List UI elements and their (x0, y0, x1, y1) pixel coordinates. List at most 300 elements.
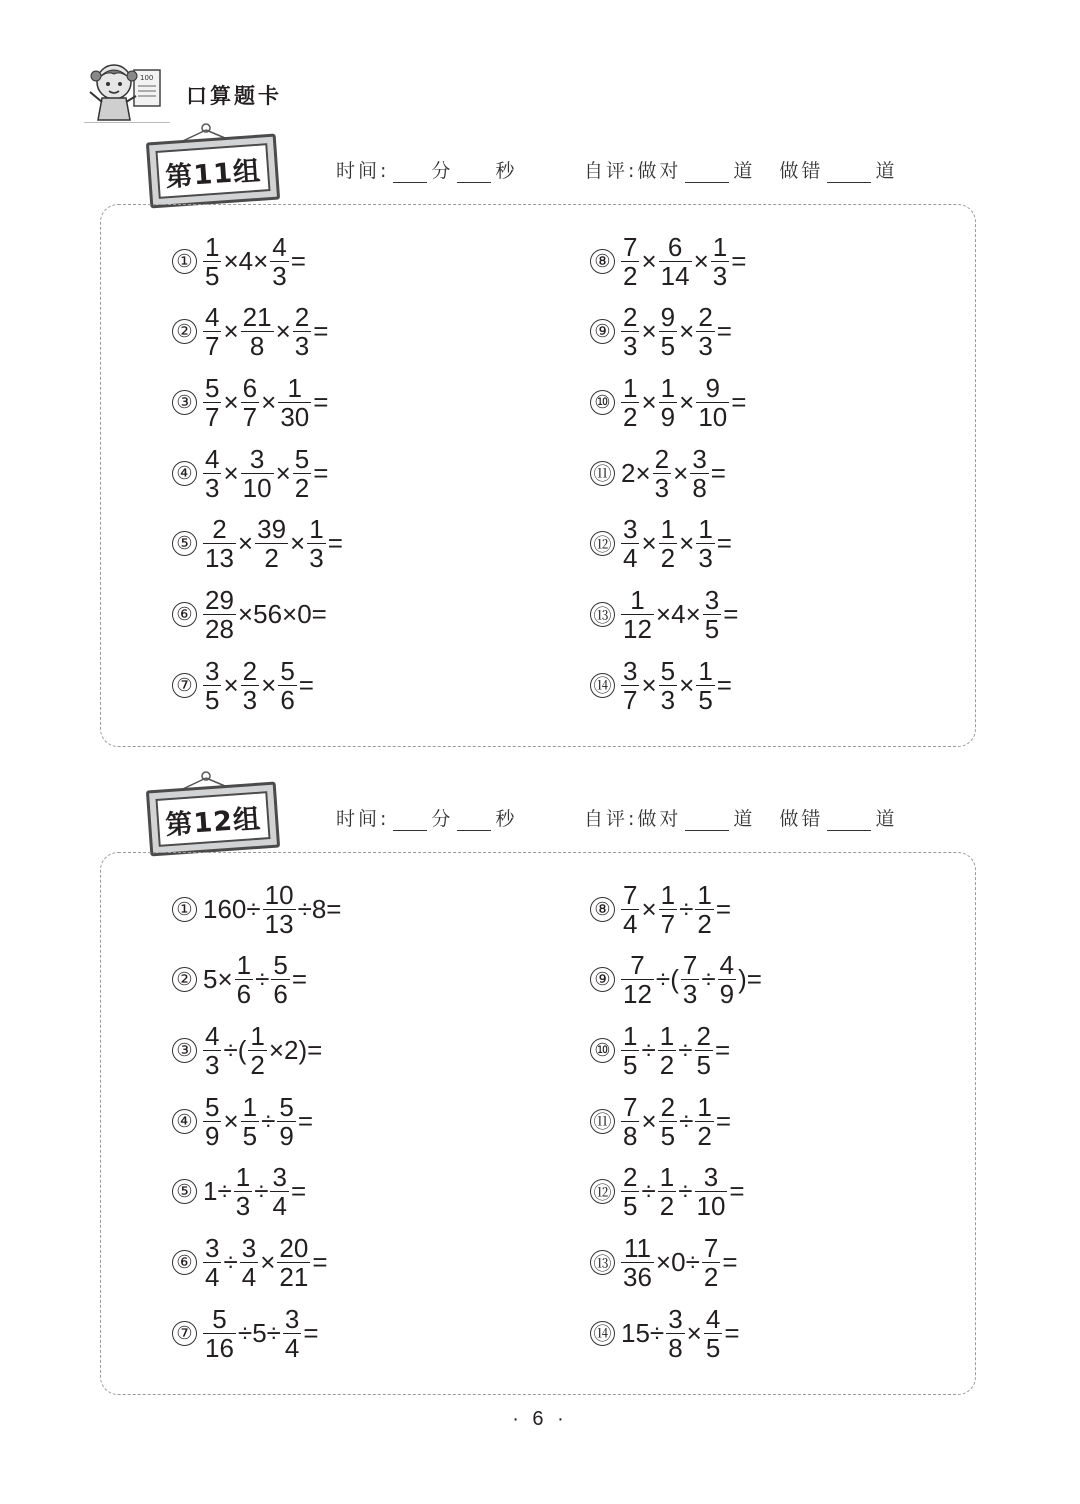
problem-number: ⑩ (590, 1038, 615, 1063)
operator-text: ÷ (641, 1034, 656, 1065)
problem-number: ⑬ (590, 602, 615, 627)
seconds-blank[interactable] (457, 164, 491, 183)
denominator: 3 (309, 543, 324, 574)
minute-label: 分 (431, 160, 454, 182)
operator-text: = (298, 669, 314, 700)
second-label: 秒 (495, 160, 518, 182)
operator-text: × (641, 316, 657, 347)
fraction (659, 515, 677, 572)
denominator: 6 (280, 684, 295, 715)
numerator: 7 (623, 1091, 638, 1122)
numerator: 1 (287, 372, 302, 403)
problem-number: ⑤ (172, 531, 197, 556)
operator-text: ×2)= (268, 1034, 323, 1065)
denominator: 4 (272, 1191, 287, 1222)
fraction (696, 374, 729, 431)
operator-text: ÷5÷ (237, 1317, 281, 1348)
self-evaluation (584, 156, 897, 183)
problem-number: ⑬ (590, 1250, 615, 1275)
problem-item (172, 1228, 329, 1298)
operator-text: ÷( (655, 964, 679, 995)
numerator: 29 (205, 585, 234, 615)
denominator: 4 (241, 1262, 257, 1292)
seconds-blank[interactable] (457, 812, 491, 831)
operator-text: ÷ (255, 964, 270, 995)
operator-text: × (686, 1317, 702, 1348)
denominator: 16 (205, 1332, 234, 1363)
fraction (696, 303, 714, 360)
denominator: 9 (279, 1120, 294, 1151)
fraction (658, 1022, 676, 1079)
operator-text: ×4× (655, 599, 701, 629)
denominator: 3 (623, 331, 638, 362)
operator-text: × (641, 386, 657, 417)
numerator: 1 (697, 1091, 712, 1122)
denominator: 7 (205, 331, 220, 362)
denominator: 2 (697, 1120, 712, 1151)
numerator: 1 (660, 879, 676, 910)
numerator: 5 (273, 950, 288, 981)
operator-text: × (223, 457, 239, 488)
denominator: 3 (682, 979, 698, 1010)
denominator: 4 (284, 1332, 300, 1363)
operator-text: = (716, 316, 732, 347)
operator-text: = (723, 599, 739, 629)
numerator: 39 (257, 514, 287, 545)
denominator: 5 (660, 331, 676, 362)
denominator: 3 (235, 1191, 251, 1222)
fraction (696, 657, 714, 714)
operator-text: = (715, 1105, 732, 1136)
denominator: 5 (698, 684, 713, 715)
numerator: 1 (309, 514, 324, 545)
operator-text: = (297, 1105, 314, 1136)
fraction (653, 445, 671, 502)
numerator: 1 (242, 1091, 258, 1122)
fraction (255, 515, 288, 572)
denominator: 2 (250, 1049, 265, 1080)
numerator: 2 (696, 1020, 711, 1051)
numerator: 1 (630, 585, 645, 615)
page-header (84, 56, 384, 128)
numerator: 3 (668, 1303, 683, 1334)
numerator: 5 (280, 655, 295, 686)
numerator: 2 (212, 514, 227, 545)
fraction (241, 374, 259, 431)
operator-text: ÷ (679, 1105, 694, 1136)
problem-item (590, 1298, 741, 1368)
problem-number: ⑨ (590, 319, 615, 344)
operator-text: ÷ (678, 1176, 693, 1207)
correct-blank[interactable] (685, 164, 729, 183)
denominator: 7 (242, 401, 258, 432)
operator-text: × (275, 316, 291, 347)
time-label: 时间: (336, 808, 390, 830)
numerator: 2 (623, 1162, 638, 1193)
operator-text: × (679, 528, 695, 559)
numerator: 1 (660, 372, 676, 403)
fraction (241, 657, 259, 714)
fraction (270, 1163, 288, 1220)
numerator: 1 (236, 950, 252, 981)
problem-number: ⑧ (590, 897, 615, 922)
denominator: 7 (623, 684, 638, 715)
fraction (203, 586, 236, 643)
numerator: 9 (705, 372, 720, 403)
denominator: 9 (205, 1120, 220, 1151)
fraction (681, 951, 699, 1008)
denominator: 2 (659, 1191, 675, 1222)
fraction (240, 1234, 258, 1291)
denominator: 3 (205, 472, 220, 503)
denominator: 3 (654, 472, 670, 503)
fraction (248, 1022, 266, 1079)
numerator: 4 (205, 1020, 220, 1051)
fraction (203, 445, 221, 502)
operator-text: × (261, 669, 277, 700)
numerator: 2 (660, 1091, 676, 1122)
time-label: 时间: (336, 160, 390, 182)
problem-item (590, 1086, 732, 1156)
fraction (621, 1234, 654, 1291)
denominator: 2 (697, 908, 712, 939)
problem-item (172, 367, 329, 437)
problem-item (590, 509, 733, 579)
correct-blank[interactable] (685, 812, 729, 831)
numerator: 3 (623, 655, 638, 686)
minutes-blank[interactable] (393, 812, 427, 831)
problem-number: ⑫ (590, 531, 615, 556)
numerator: 6 (667, 231, 683, 262)
problem-item (172, 580, 328, 650)
time-field (336, 804, 517, 831)
numerator: 3 (703, 1162, 719, 1193)
header-title: 口算题卡 (186, 84, 282, 108)
numerator: 2 (623, 302, 638, 333)
denominator: 5 (205, 260, 220, 291)
numerator: 5 (660, 655, 676, 686)
operator-text: = (714, 1034, 731, 1065)
operator-text: ×0÷ (655, 1247, 700, 1277)
denominator: 8 (692, 472, 707, 503)
operator-text: ÷ (261, 1105, 276, 1136)
operator-text: × (223, 386, 239, 417)
numerator: 1 (205, 231, 220, 262)
fraction (241, 303, 274, 360)
numerator: 11 (623, 1233, 651, 1263)
problem-item (172, 226, 307, 296)
girl-mascot-icon (84, 56, 170, 126)
operator-text: 5× (203, 964, 233, 995)
problem-number: ⑥ (172, 602, 197, 627)
wrong-blank[interactable] (827, 164, 871, 183)
operator-text: ÷ (679, 893, 694, 924)
fraction (277, 1234, 310, 1291)
operator-text: × (223, 669, 239, 700)
denominator: 13 (264, 908, 294, 939)
operator-text: = (731, 245, 747, 276)
numerator: 2 (698, 302, 713, 333)
operator-text: = (327, 528, 343, 559)
operator-text: = (290, 1176, 307, 1207)
fraction (234, 1163, 252, 1220)
self-evaluation (584, 804, 897, 831)
denominator: 21 (279, 1262, 309, 1292)
problem-item (172, 945, 308, 1015)
fraction (241, 1093, 259, 1150)
operator-text: = (303, 1317, 319, 1348)
problem-item (590, 438, 727, 508)
operator-text: × (641, 893, 657, 924)
denominator: 5 (660, 1120, 676, 1151)
fraction (278, 374, 311, 431)
problem-item (590, 945, 763, 1015)
denominator: 5 (704, 614, 720, 644)
numerator: 7 (682, 950, 698, 981)
numerator: 5 (294, 443, 310, 474)
operator-text: = (716, 669, 732, 700)
numerator: 1 (235, 1162, 251, 1193)
fraction (203, 1305, 236, 1362)
wrong-label: 做错 (779, 160, 824, 182)
numerator: 7 (703, 1233, 719, 1263)
numerator: 7 (623, 879, 638, 910)
numerator: 20 (279, 1233, 309, 1263)
fraction (621, 1093, 639, 1150)
denominator: 10 (698, 401, 728, 432)
fraction (263, 881, 296, 938)
fraction (659, 233, 692, 290)
denominator: 3 (698, 543, 713, 574)
operator-text: × (260, 1247, 276, 1277)
denominator: 9 (660, 401, 676, 432)
operator-text: = (313, 316, 329, 347)
denominator: 3 (294, 331, 310, 362)
problem-number: ⑤ (172, 1179, 197, 1204)
numerator: 1 (697, 879, 712, 910)
problem-item (590, 1157, 746, 1227)
numerator: 9 (660, 302, 676, 333)
denominator: 4 (623, 543, 638, 574)
operator-text: = (291, 964, 308, 995)
denominator: 3 (242, 684, 258, 715)
problem-item (172, 1086, 314, 1156)
problem-number: ⑩ (590, 390, 615, 415)
group-label: 第11组 (155, 143, 270, 199)
numerator: 1 (623, 372, 638, 403)
denominator: 2 (660, 543, 676, 574)
correct-label: 自评:做对 (584, 808, 682, 830)
problem-number: ⑧ (590, 249, 615, 274)
denominator: 3 (698, 331, 713, 362)
fraction (235, 951, 253, 1008)
problem-number: ⑪ (590, 461, 615, 486)
fraction (659, 303, 677, 360)
numerator: 3 (205, 655, 220, 686)
problem-item (172, 874, 343, 944)
fraction (283, 1305, 301, 1362)
fraction (704, 1305, 722, 1362)
fraction (621, 657, 639, 714)
problem-number: ② (172, 967, 197, 992)
denominator: 7 (205, 401, 220, 432)
problem-number: ③ (172, 390, 197, 415)
fraction (203, 1093, 221, 1150)
fraction (658, 1163, 676, 1220)
operator-text: ×56×0= (237, 599, 327, 629)
problem-item (172, 650, 315, 720)
fraction (203, 303, 221, 360)
numerator: 1 (698, 514, 713, 545)
denominator: 14 (660, 260, 690, 291)
problem-item (590, 874, 732, 944)
fraction (621, 1022, 639, 1079)
denominator: 12 (623, 979, 652, 1010)
denominator: 3 (712, 260, 728, 291)
fraction (690, 445, 708, 502)
numerator: 2 (242, 655, 258, 686)
fraction (278, 657, 296, 714)
numerator: 3 (704, 585, 720, 615)
problem-number: ⑪ (590, 1109, 615, 1134)
denominator: 9 (719, 979, 735, 1010)
denominator: 5 (696, 1049, 711, 1080)
correct-label: 自评:做对 (584, 160, 682, 182)
fraction (702, 1234, 720, 1291)
operator-text: )= (738, 964, 762, 995)
fraction (203, 657, 221, 714)
numerator: 5 (212, 1303, 227, 1334)
wrong-blank[interactable] (827, 812, 871, 831)
denominator: 5 (205, 684, 220, 715)
problem-item (590, 1015, 731, 1085)
denominator: 5 (623, 1191, 638, 1222)
numerator: 3 (692, 443, 707, 474)
numerator: 4 (205, 302, 220, 333)
operator-text: × (679, 669, 695, 700)
fraction (703, 586, 721, 643)
denominator: 3 (205, 1049, 220, 1080)
denominator: 5 (242, 1120, 258, 1151)
problem-number: ② (172, 319, 197, 344)
problem-item (172, 509, 344, 579)
minutes-blank[interactable] (393, 164, 427, 183)
fraction (203, 233, 221, 290)
problem-item (590, 367, 747, 437)
operator-text: × (641, 1105, 657, 1136)
denominator: 2 (294, 472, 310, 503)
problem-item (172, 1298, 320, 1368)
operator-text: × (679, 316, 695, 347)
operator-text: 1÷ (203, 1176, 232, 1207)
operator-text: × (275, 457, 291, 488)
problem-number: ⑫ (590, 1179, 615, 1204)
numerator: 5 (205, 1091, 220, 1122)
fraction (203, 1234, 221, 1291)
fraction (270, 233, 288, 290)
group-label: 第12组 (155, 791, 270, 847)
denominator: 10 (696, 1191, 726, 1222)
problem-number: ④ (172, 461, 197, 486)
fraction (621, 881, 639, 938)
operator-text: × (641, 669, 657, 700)
denominator: 12 (623, 614, 652, 644)
operator-text: = (716, 528, 732, 559)
operator-text: × (641, 528, 657, 559)
numerator: 7 (623, 231, 638, 262)
denominator: 2 (623, 260, 638, 291)
operator-text: ÷8= (297, 893, 342, 924)
numerator: 2 (294, 302, 310, 333)
operator-text: ×4× (223, 245, 269, 276)
problem-item (590, 650, 733, 720)
numerator: 1 (712, 231, 728, 262)
numerator: 10 (264, 879, 294, 910)
numerator: 3 (623, 514, 638, 545)
problem-number: ⑨ (590, 967, 615, 992)
operator-text: = (290, 245, 306, 276)
numerator: 3 (284, 1303, 300, 1334)
numerator: 2 (654, 443, 670, 474)
problem-number: ⑭ (590, 673, 615, 698)
operator-text: × (290, 528, 306, 559)
numerator: 4 (719, 950, 735, 981)
operator-text: ÷ (223, 1247, 238, 1277)
fraction (659, 881, 677, 938)
numerator: 3 (249, 443, 265, 474)
fraction (203, 1022, 221, 1079)
operator-text: = (729, 1176, 745, 1207)
operator-text: 15÷ (621, 1317, 665, 1348)
operator-text: = (722, 1247, 738, 1277)
denominator: 2 (659, 1049, 675, 1080)
fraction (621, 303, 639, 360)
time-field (336, 156, 517, 183)
denominator: 7 (660, 908, 676, 939)
problem-item (172, 297, 329, 367)
fraction (659, 657, 677, 714)
operator-text: = (313, 457, 329, 488)
operator-text: × (679, 386, 695, 417)
operator-text: = (715, 893, 732, 924)
denominator: 5 (705, 1332, 721, 1363)
denominator: 3 (660, 684, 676, 715)
operator-text: = (731, 386, 747, 417)
numerator: 3 (205, 1233, 220, 1263)
fraction (695, 881, 713, 938)
denominator: 13 (205, 543, 234, 574)
numerator: 21 (242, 302, 272, 333)
wrong-label: 做错 (779, 808, 824, 830)
fraction (293, 445, 311, 502)
problem-number: ⑦ (172, 673, 197, 698)
problem-number: ③ (172, 1038, 197, 1063)
operator-text: 2× (621, 457, 651, 488)
problem-item (590, 297, 733, 367)
fraction (659, 374, 677, 431)
numerator: 3 (241, 1233, 257, 1263)
operator-text: × (237, 528, 254, 559)
fraction (621, 1163, 639, 1220)
dao-label: 道 (733, 808, 756, 830)
operator-text: × (261, 386, 277, 417)
denominator: 28 (205, 614, 234, 644)
fraction (696, 515, 714, 572)
denominator: 8 (623, 1120, 638, 1151)
fraction (203, 374, 221, 431)
numerator: 6 (242, 372, 258, 403)
second-label: 秒 (495, 808, 518, 830)
